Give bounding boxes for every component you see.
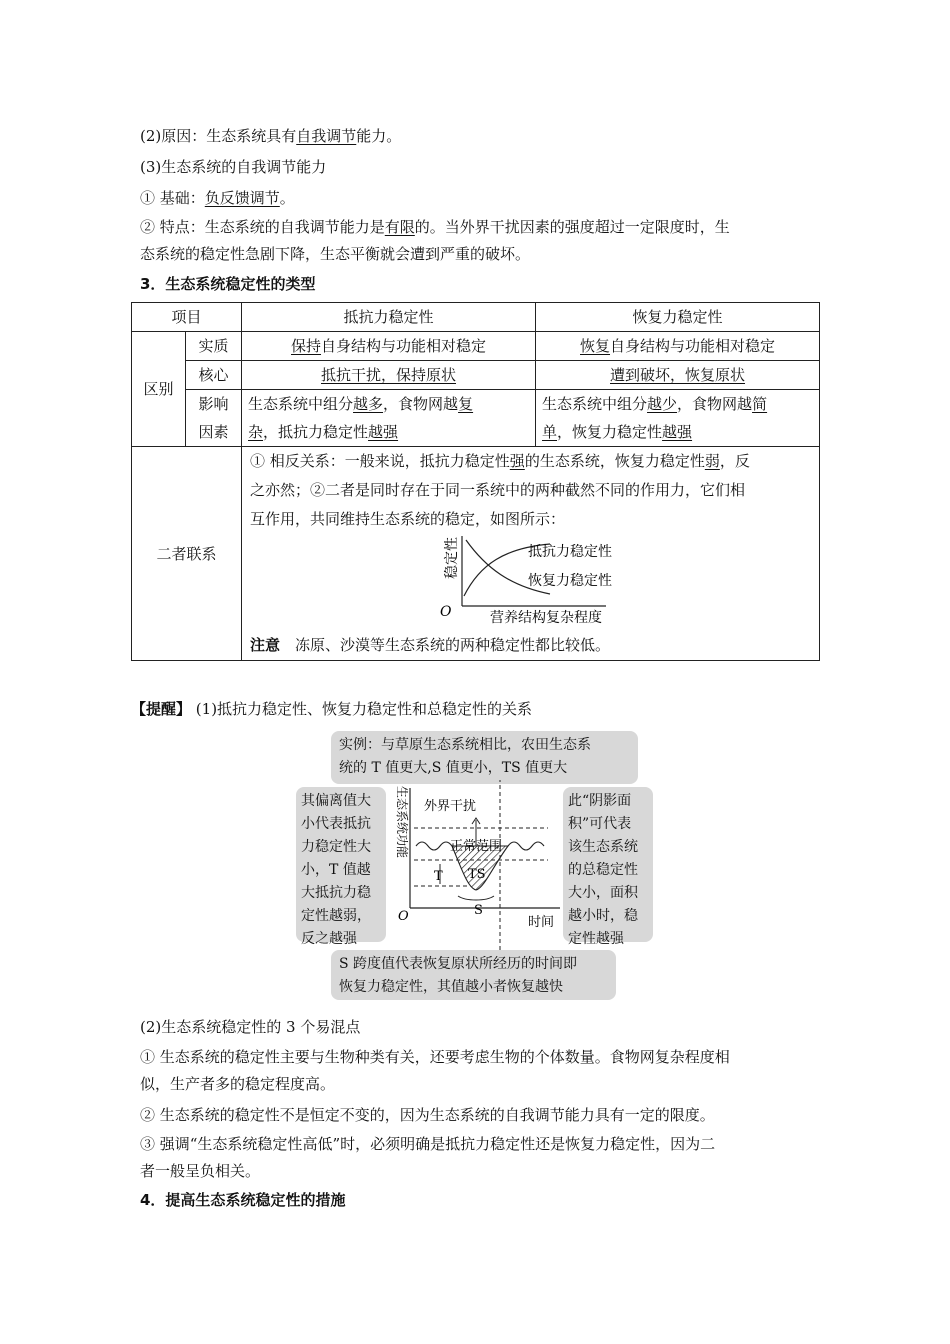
diagram-label-t: T [434,869,443,884]
header-resilience: 恢复力稳定性 [536,303,820,332]
limited-answer: 有限 [384,218,415,236]
header-resistance: 抵抗力稳定性 [242,303,536,332]
factors-resilience: 生态系统中组分越少，食物网越简 单，恢复力稳定性越强 [536,390,820,447]
negative-feedback-answer: 负反馈调节 [204,189,280,207]
core-label: 核心 [186,361,242,390]
s-span-note-box: S 跨度值代表恢复原状所经历的时间即 恢复力稳定性，其值越小者恢复越快 [331,950,616,1000]
confusion-point-3-line2: 者一般呈负相关。 [140,1162,261,1180]
table-row-relation [132,447,820,661]
confusion-point-1-line2: 似，生产者多的稳定程度高。 [140,1075,336,1093]
diagram-origin: O [398,909,409,924]
table-row-factors [132,390,820,447]
reminder-tag: 【提醒】 [131,700,192,718]
feature-paragraph: ② 特点：生态系统的自我调节能力是有限的。当外界干扰因素的强度超过一定限度时，生 [140,218,730,236]
diagram-label-ts: TS [468,867,486,882]
graph-label-resilience: 恢复力稳定性 [528,573,613,589]
graph-label-resistance: 抵抗力稳定性 [528,544,613,560]
table-row-essence [132,332,820,361]
feature-paragraph-line2: 态系统的稳定性急剧下降，生态平衡就会遭到严重的破坏。 [140,245,531,263]
essence-resilience: 恢复自身结构与功能相对稳定 [536,332,820,361]
section-3-heading: 3．生态系统稳定性的类型 [140,275,316,293]
stability-comparison-table [131,302,820,661]
essence-resistance: 保持自身结构与功能相对稳定 [242,332,536,361]
example-note-box: 实例：与草原生态系统相比，农田生态系 统的 T 值更大,S 值更小，TS 值更大 [331,731,638,784]
core-resilience: 遭到破坏，恢复原状 [536,361,820,390]
reminder-title: 【提醒】 (1)抵抗力稳定性、恢复力稳定性和总稳定性的关系 [131,700,533,718]
essence-label: 实质 [186,332,242,361]
deviation-note-box: 其偏离值大 小代表抵抗 力稳定性大 小，T 值越 大抵抗力稳 定性越弱， 反之越强 [296,787,386,942]
factors-resistance: 生态系统中组分越多，食物网越复 杂，抵抗力稳定性越强 [242,390,536,447]
relation-content: ① 相反关系：一般来说，抵抗力稳定性强的生态系统，恢复力稳定性弱，反 之亦然；②二者是同时存在于同一系统中的两种截然不同的作用力，它们相 互作用，共同维持生态系统的稳定，如图所示： 稳定性 O 营养结构复杂程度 抵抗力稳定性 恢复力稳定性 注意 冻原、沙漠等生态系统的两种稳定性都比较低。 [242,447,820,661]
graph-xlabel: 营养结构复杂程度 [490,610,603,626]
diagram-label-s: S [474,903,483,918]
core-resistance: 抵抗干扰，保持原状 [242,361,536,390]
diagram-label-outside: 外界干扰 [424,799,477,814]
confusion-point-1: ① 生态系统的稳定性主要与生物种类有关，还要考虑生物的个体数量。食物网复杂程度相 [140,1048,730,1066]
confusion-title: (2)生态系统稳定性的 3 个易混点 [140,1018,361,1036]
header-item: 项目 [132,303,242,332]
normal-fluctuation-curve-left [416,842,452,850]
ecosystem-function-diagram [380,780,580,952]
cause-paragraph: (2)原因：生态系统具有自我调节能力。 [140,127,402,145]
diagram-xlabel: 时间 [528,915,555,930]
confusion-point-2: ② 生态系统的稳定性不是恒定不变的，因为生态系统的自我调节能力具有一定的限度。 [140,1106,715,1124]
shadow-area-note-box: 此“阴影面 积”可代表 该生态系统 的总稳定性 大小，面积 越小时，稳 定性越强 [563,787,653,942]
confusion-point-3: ③ 强调“生态系统稳定性高低”时，必须明确是抵抗力稳定性还是恢复力稳定性，因为二 [140,1135,716,1153]
self-regulation-heading: (3)生态系统的自我调节能力 [140,158,327,176]
self-regulation-answer: 自我调节 [296,127,357,145]
diagram-label-normal: 正常范围 [450,839,503,854]
note-line: 注意 冻原、沙漠等生态系统的两种稳定性都比较低。 [250,636,611,654]
normal-fluctuation-curve-right [508,842,544,850]
difference-label: 区别 [132,332,186,447]
relation-label: 二者联系 [132,447,242,661]
stability-graph [250,534,922,630]
factors-label: 影响 因素 [186,390,242,447]
basis-paragraph: ① 基础：负反馈调节。 [140,189,295,207]
table-header-row [132,303,820,332]
diagram-ylabel: 生态系统功能 [395,786,409,859]
graph-origin: O [440,604,452,620]
section-4-heading: 4．提高生态系统稳定性的措施 [140,1191,346,1209]
table-row-core [132,361,820,390]
graph-ylabel: 稳定性 [444,537,461,579]
